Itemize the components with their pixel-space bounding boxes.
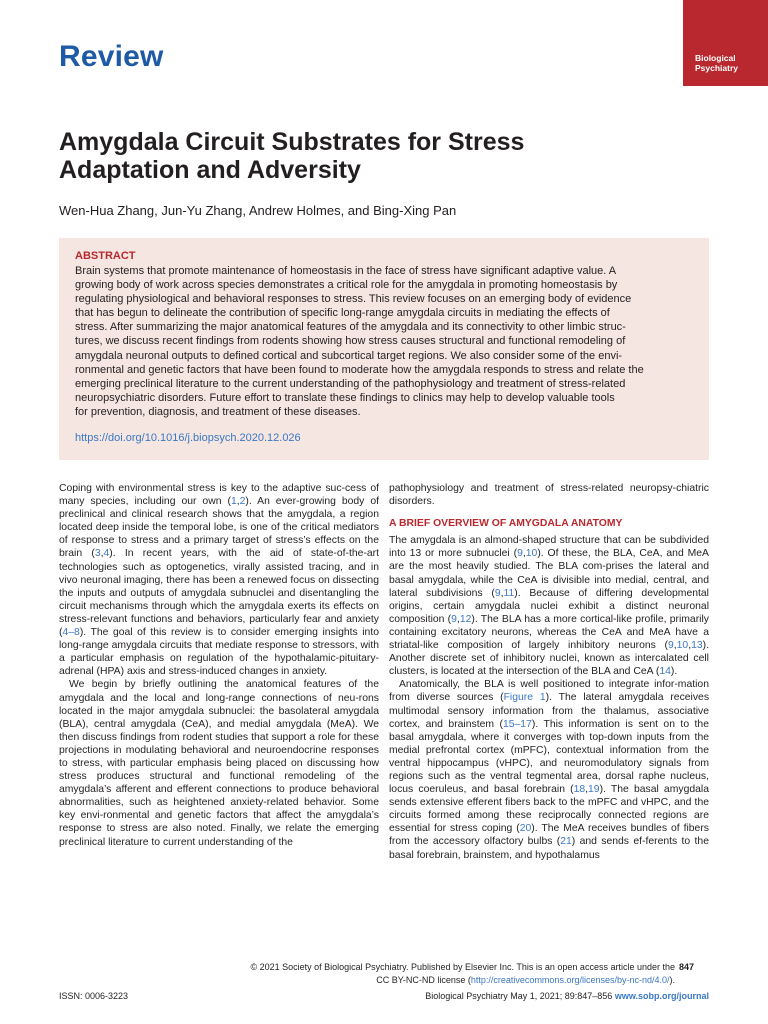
journal-tag: [683, 0, 768, 86]
abstract-line: amygdala neuronal outputs to defined cortical and subcortical target regions. We also consider some of the envi-: [75, 349, 623, 362]
paragraph: [389, 534, 709, 678]
citation-link[interactable]: 2: [239, 496, 246, 508]
body-text: ). The MeA receives bundles of fibers from the accessory olfactory bulbs (: [389, 823, 709, 848]
citation-link[interactable]: 13: [691, 640, 703, 652]
paragraph: [59, 678, 379, 848]
journal-url-link[interactable]: www.sobp.org/journal: [614, 991, 709, 1001]
citation-link[interactable]: 9: [494, 587, 501, 599]
paragraph: [389, 482, 709, 508]
body-text: ,: [456, 613, 460, 625]
citation-link[interactable]: 10: [676, 640, 689, 652]
copyright-notice: © 2021 Society of Biological Psychiatry. Published by Elsevier Inc. This is an open access article under the: [250, 962, 675, 972]
paragraph: [389, 678, 709, 861]
issn: ISSN: 0006-3223: [59, 991, 129, 1001]
abstract-line: that has begun to delineate the contribution of specific long-range amygdala circuits in mediating the effects of: [75, 307, 610, 320]
citation-link[interactable]: 11: [503, 587, 515, 599]
body-text: The amygdala is an almond-shaped structure that can be subdivided into 13 or more subnuclei (: [389, 535, 709, 560]
citation-link[interactable]: 15–17: [502, 718, 532, 730]
body-text: ). Another discrete set of inhibitory nuclei, known as intercalated cell clusters, is located at the intersection of the BLA and CeA (: [389, 640, 709, 678]
body-text: ).: [670, 666, 678, 678]
right-column: [389, 482, 709, 862]
body-text: ) and sends ef-ferents to the basal forebrain, brainstem, and hypothalamus: [389, 836, 709, 861]
journal-tag-line1: Biological: [695, 53, 736, 63]
article-title: [59, 128, 699, 184]
license-link[interactable]: http://creativecommons.org/licenses/by-nc-nd/4.0/: [470, 975, 670, 985]
body-text: ,: [522, 548, 526, 560]
citation: Biological Psychiatry May 1, 2021; 89:847–856: [425, 991, 613, 1001]
citation-link[interactable]: 21: [560, 836, 572, 848]
citation-link[interactable]: 19: [588, 784, 600, 796]
abstract-line: tures, we discuss recent findings from rodents showing how stress causes structural and functional remodeling of: [75, 335, 626, 348]
body-text: ). The basal amygdala sends extensive efferent fibers back to the mPFC and vHPC, and the circuits formed among these reciprocally connected regions are essential for stress coping (: [389, 784, 709, 835]
abstract-line: neuropsychiatric disorders. Future effort to translate these findings to clinics may help to develop valuable tools: [75, 391, 615, 404]
abstract-text: [75, 264, 692, 419]
body-text: Anatomically, the BLA is well positioned to integrate infor-mation from diverse sources (: [389, 679, 709, 704]
body-text: ). This information is sent on to the basal amygdala, where it converges with top-down inputs from the medial prefrontal cortex (mPFC), contextual information from the ventral hippocampus (vHPC), and neuromodulatory signals from regions such as the ventral tegmental area, dorsal raphe nucleus, locus coeruleus, and basal forebrain (: [389, 718, 709, 796]
body-text: ,: [688, 640, 692, 652]
citation-line: [300, 991, 709, 1001]
article-title-line2: Adaptation and Adversity: [59, 156, 361, 184]
citation-link[interactable]: 9: [667, 640, 674, 652]
article-title-line1: Amygdala Circuit Substrates for Stress: [59, 128, 525, 156]
citation-link[interactable]: 20: [519, 823, 532, 835]
abstract-line: Brain systems that promote maintenance of homeostasis in the face of stress have significant adaptive value. A: [75, 265, 617, 277]
abstract-line: ronmental and genetic factors that have been found to moderate how the amygdala responds to stress and relate the: [75, 363, 644, 376]
page-number: 847: [679, 962, 695, 972]
body-text: ). The goal of this review is to consider emerging insights into long-range amygdala circuits that mediate response to stressors, with a particular emphasis on regulation of the hypothalamic-pituitary-adrenal (HPA) axis and stress-induced changes in anxiety.: [59, 627, 379, 678]
left-column: [59, 482, 379, 849]
body-text: Coping with environmental stress is key to the adaptive suc-cess of many species, including our own (: [59, 483, 379, 508]
citation-link[interactable]: 1: [230, 496, 237, 508]
body-text: ). The BLA has a more cortical-like profile, primarily containing excitatory neurons, whereas the CeA and MeA have a striatal-like composition of largely inhibitory neurons (: [389, 613, 709, 652]
citation-link[interactable]: 12: [459, 613, 472, 625]
body-text: ,: [236, 496, 240, 508]
license-suffix: ).: [669, 975, 675, 985]
citation-link[interactable]: 10: [525, 548, 538, 560]
citation-link[interactable]: 4–8: [62, 627, 80, 639]
body-text: ). In recent years, with the aid of state-of-the-art technologies such as optogenetics, virally assisted tracing, and in vivo neuronal imaging, there has been a renewed focus on dissecting the inputs and outputs of amygdala subnuclei and disentangling the circuit mechanisms through which the amygdala exerts its effects on stress-relevant functions and behaviors, particularly fear and anxiety (: [59, 548, 379, 639]
abstract-line: for prevention, diagnosis, and treatment of these diseases.: [75, 405, 361, 418]
body-text: ,: [673, 640, 677, 652]
body-text: ). Of these, the BLA, CeA, and MeA are the most heavily studied. The BLA com-prises the lateral and basal amygdala, while the CeA is divisible into medial, central, and lateral subdivisions (: [389, 548, 709, 599]
abstract-line: stress. After summarizing the major anatomical features of the amygdala and its connectivity to other limbic struc-: [75, 321, 626, 334]
author-list: Wen-Hua Zhang, Jun-Yu Zhang, Andrew Holmes, and Bing-Xing Pan: [59, 203, 457, 218]
body-text: ,: [585, 784, 589, 796]
license-prefix: CC BY-NC-ND license (: [376, 975, 471, 985]
body-text: pathophysiology and treatment of stress-related neuropsy-chiatric disorders.: [389, 483, 709, 508]
citation-link[interactable]: 3: [94, 548, 101, 560]
abstract-line: emerging preclinical literature to the current understanding of the pathophysiology and treatment of stress-related: [75, 377, 626, 390]
abstract-line: regulating physiological and behavioral responses to stress. This review focuses on an emerging body of evidence: [75, 293, 632, 306]
doi-link[interactable]: https://doi.org/10.1016/j.biopsych.2020.12.026: [75, 432, 301, 444]
body-text: We begin by briefly outlining the anatomical features of the amygdala and the local and long-range connections of neu-rons located in the major amygdala subnuclei: the basolateral amygdala (BLA), central amygdala (CeA), and medial amygdala (MeA). We then discuss findings from rodent studies that support a role for these projections in modulating behavioral and neuroendocrine responses to stress, with particular emphasis being placed on discussing how stress produces structural and functional remodeling of the amygdala’s afferent and efferent connections to produce behavioral abnormalities, such as heightened anxiety-related behavior. Some key envi-ronmental and genetic factors that affect the amygdala’s response to stress are also noted. Finally, we relate the emerging preclinical literature to current understanding of the: [59, 679, 379, 848]
section-heading: A BRIEF OVERVIEW OF AMYGDALA ANATOMY: [389, 518, 623, 530]
abstract-line: growing body of work across species demonstrates a critical role for the amygdala in promoting homeostasis by: [75, 279, 618, 292]
section-label: Review: [59, 40, 164, 73]
body-text: ,: [500, 587, 504, 599]
citation-link[interactable]: 14: [659, 666, 671, 678]
citation-link[interactable]: 18: [573, 784, 586, 796]
citation-link[interactable]: 9: [517, 548, 523, 560]
body-text: ). An ever-growing body of preclinical and clinical research shows that the amygdala, a region located deep inside the temporal lobe, is one of the critical mediators of response to stress and a primary target of stress’s effects on the brain (: [59, 496, 380, 560]
license-line: [175, 975, 675, 985]
paragraph: [59, 482, 379, 678]
body-text: ,: [100, 548, 104, 560]
citation-link[interactable]: 4: [103, 548, 110, 560]
abstract-heading: ABSTRACT: [75, 250, 136, 262]
journal-tag-line2: Psychiatry: [695, 63, 738, 73]
body-text: ). Because of differing developmental origins, certain amygdala nuclei exhibit a distinct neuronal composition (: [389, 587, 709, 625]
citation-link[interactable]: 9: [451, 613, 457, 625]
citation-link[interactable]: Figure 1: [503, 692, 546, 704]
body-text: ). The lateral amygdala receives multimodal sensory information from the thalamus, associative cortex, and brainstem (: [389, 692, 710, 730]
